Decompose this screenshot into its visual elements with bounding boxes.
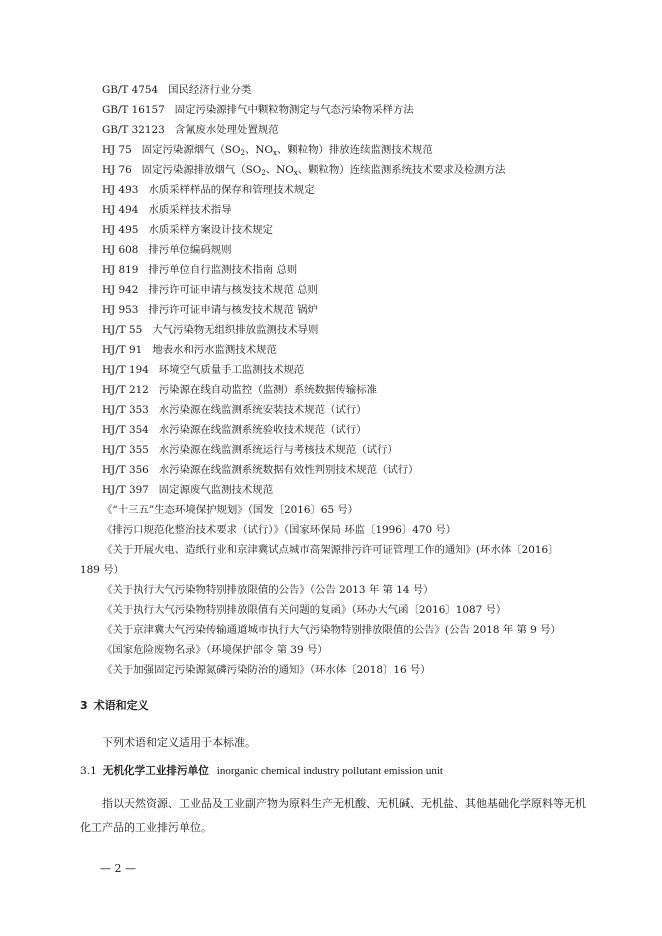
reference-code: HJ/T 353 bbox=[102, 404, 149, 416]
reference-item bbox=[102, 100, 612, 120]
subscript: 2 bbox=[261, 169, 266, 177]
reference-code: GB/T 16157 bbox=[102, 104, 165, 116]
reference-title: 水质采样方案设计技术规定 bbox=[148, 224, 274, 236]
reference-item bbox=[102, 120, 612, 140]
reference-title: 环境空气质量手工监测技术规范 bbox=[158, 364, 305, 376]
reference-item bbox=[102, 460, 612, 480]
reference-item bbox=[102, 340, 612, 360]
document-item: 《排污口规范化整治技术要求（试行）》（国家环保局 环监〔1996〕470 号） bbox=[102, 524, 457, 536]
reference-code: HJ 953 bbox=[102, 304, 139, 316]
document-item: 《关于开展火电、造纸行业和京津冀试点城市高架源排污许可证管理工作的通知》(环水体〔2016〕 bbox=[102, 544, 559, 556]
document-item: 《关于执行大气污染物特别排放限值的公告》（公告 2013 年 第 14 号） bbox=[102, 584, 434, 596]
title-part: 、NO bbox=[245, 144, 274, 156]
reference-title: 地表水和污水监测技术规范 bbox=[152, 344, 277, 356]
reference-code: HJ 819 bbox=[102, 264, 139, 276]
definition-term-en: inorganic chemical industry pollutant emission unit bbox=[216, 765, 443, 777]
reference-item bbox=[102, 400, 612, 420]
reference-item bbox=[102, 300, 612, 320]
reference-title: 水质采样样品的保存和管理技术规定 bbox=[148, 184, 315, 196]
reference-code: HJ 942 bbox=[102, 284, 139, 296]
reference-item bbox=[102, 280, 612, 300]
title-part: 、颗粒物）连续监测系统技术要求及检测方法 bbox=[297, 164, 506, 176]
reference-item bbox=[102, 240, 612, 260]
reference-title: 固定污染源排气中颗粒物测定与气态污染物采样方法 bbox=[174, 104, 414, 116]
reference-item bbox=[102, 160, 612, 180]
reference-title: 国民经济行业分类 bbox=[168, 84, 252, 96]
definition-text: 指以天然资源、工业品及工业副产物为原料生产无机酸、无机碱、无机盐、其他基础化学原料等无机化工产品的工业排污单位。 bbox=[80, 797, 586, 834]
section-title: 术语和定义 bbox=[93, 699, 149, 712]
reference-code: HJ 495 bbox=[102, 224, 139, 236]
reference-title: 排污许可证申请与核发技术规范 总则 bbox=[148, 284, 318, 296]
reference-title: 污染源在线自动监控（监测）系统数据传输标准 bbox=[158, 384, 377, 396]
section-number: 3 bbox=[80, 699, 88, 712]
reference-item bbox=[102, 200, 612, 220]
reference-title: 含氰废水处理处置规范 bbox=[174, 124, 279, 136]
section-heading bbox=[80, 697, 149, 713]
reference-title: 固定源废气监测技术规范 bbox=[158, 484, 274, 496]
reference-code: HJ/T 55 bbox=[102, 324, 143, 336]
document-item: 《关于执行大气污染物特别排放限值有关问题的复函》（环办大气函〔2016〕1087 号） bbox=[102, 604, 507, 616]
reference-code: HJ 75 bbox=[102, 144, 132, 156]
reference-title: 大气污染物无组织排放监测技术导则 bbox=[152, 324, 319, 336]
document-item: 《“十三五”生态环境保护规划》（国发〔2016〕65 号） bbox=[102, 504, 359, 516]
reference-code: HJ/T 212 bbox=[102, 384, 149, 396]
document-item-continuation: 189 号） bbox=[80, 564, 124, 576]
title-part: 、颗粒物）排放连续监测技术规范 bbox=[276, 144, 433, 156]
intro-paragraph: 下列术语和定义适用于本标准。 bbox=[102, 736, 256, 749]
reference-code: GB/T 4754 bbox=[102, 84, 159, 96]
title-part: 固定污染源排放烟气（SO bbox=[141, 164, 262, 176]
definition-heading bbox=[80, 763, 443, 778]
reference-title: 水污染源在线监测系统数据有效性判别技术规范（试行） bbox=[158, 464, 419, 476]
reference-title: 排污单位编码规则 bbox=[148, 244, 232, 256]
reference-code: HJ/T 397 bbox=[102, 484, 149, 496]
document-item: 《关于加强固定污染源氮磷污染防治的通知》（环水体〔2018〕16 号） bbox=[102, 664, 431, 676]
document-item: 《关于京津冀大气污染传输通道城市执行大气污染物特别排放限值的公告》(公告 2018 年 第 9 号） bbox=[102, 624, 561, 636]
reference-item bbox=[102, 440, 612, 460]
reference-item bbox=[102, 260, 612, 280]
subscript: 2 bbox=[240, 149, 245, 157]
reference-title: 水污染源在线监测系统验收技术规范（试行） bbox=[158, 424, 367, 436]
reference-code: HJ/T 356 bbox=[102, 464, 149, 476]
reference-title: 水污染源在线监测系统安装技术规范（试行） bbox=[158, 404, 367, 416]
reference-item bbox=[102, 220, 612, 240]
reference-title: 水质采样技术指导 bbox=[148, 204, 232, 216]
reference-code: HJ 493 bbox=[102, 184, 139, 196]
reference-code: GB/T 32123 bbox=[102, 124, 165, 136]
reference-title: 排污许可证申请与核发技术规范 锅炉 bbox=[148, 304, 318, 316]
reference-item bbox=[102, 480, 612, 500]
subscript: x bbox=[293, 169, 298, 177]
reference-item bbox=[102, 380, 612, 400]
normative-references bbox=[80, 80, 612, 680]
page-number: — 2 — bbox=[100, 862, 136, 875]
reference-item bbox=[102, 420, 612, 440]
reference-item bbox=[102, 180, 612, 200]
reference-item bbox=[102, 320, 612, 340]
reference-item bbox=[102, 360, 612, 380]
definition-term-zh: 无机化学工业排污单位 bbox=[102, 765, 209, 777]
reference-item bbox=[102, 140, 612, 160]
reference-code: HJ/T 355 bbox=[102, 444, 149, 456]
reference-title bbox=[142, 164, 506, 176]
reference-code: HJ 494 bbox=[102, 204, 139, 216]
reference-code: HJ/T 354 bbox=[102, 424, 149, 436]
subscript: x bbox=[273, 149, 277, 157]
reference-title: 水污染源在线监测系统运行与考核技术规范（试行） bbox=[158, 444, 398, 456]
reference-code: HJ/T 91 bbox=[102, 344, 143, 356]
reference-title bbox=[142, 144, 433, 156]
definition-number: 3.1 bbox=[80, 765, 97, 777]
title-part: 、NO bbox=[265, 164, 294, 176]
reference-code: HJ 76 bbox=[102, 164, 132, 176]
title-part: 固定污染源烟气（SO bbox=[141, 144, 241, 156]
reference-code: HJ 608 bbox=[102, 244, 139, 256]
reference-title: 排污单位自行监测技术指南 总则 bbox=[148, 264, 298, 276]
reference-item bbox=[102, 80, 612, 100]
document-item: 《国家危险废物名录》（环境保护部令 第 39 号） bbox=[102, 644, 328, 656]
reference-code: HJ/T 194 bbox=[102, 364, 149, 376]
